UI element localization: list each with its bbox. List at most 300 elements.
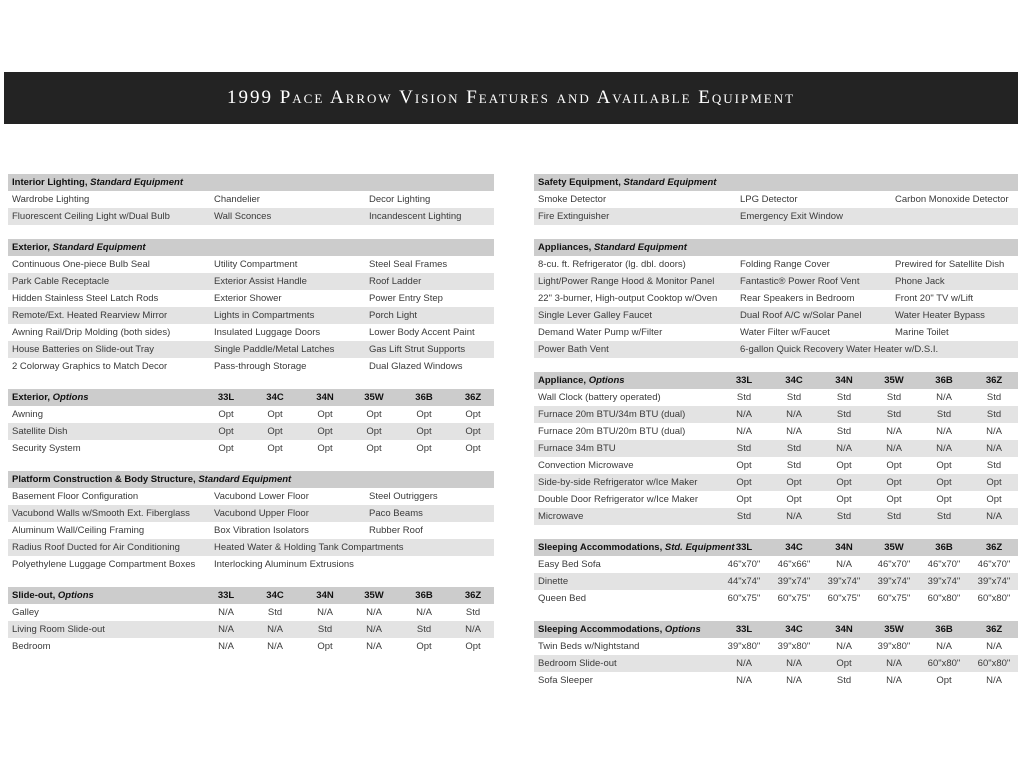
column-header: 34N [316,590,334,601]
table-row [534,672,1018,689]
table-cell: N/A [267,624,283,635]
table-cell: N/A [465,624,481,635]
list-item: Lights in Compartments [214,310,315,321]
table-cell: Std [786,460,802,471]
row-label: Bedroom [12,641,51,652]
list-item: Box Vibration Isolators [214,525,309,536]
column-header: 35W [364,392,384,403]
section-header [8,174,494,191]
section-title [12,471,291,488]
table-row [534,474,1018,491]
column-header: 36B [415,590,433,601]
table-row [8,324,494,341]
table-cell: Std [836,392,852,403]
section-title [12,174,183,191]
table-cell: Opt [736,460,752,471]
list-item: Radius Roof Ducted for Air Conditioning [12,542,180,553]
table-cell: Opt [836,658,852,669]
table-cell: 60"x75" [877,593,911,604]
table-cell: Opt [836,477,852,488]
table-cell: Opt [416,641,432,652]
column-header: 36Z [464,392,482,403]
row-label: Convection Microwave [538,460,634,471]
list-item: Front 20" TV w/Lift [895,293,974,304]
table-cell: Opt [836,460,852,471]
table-cell: 60"x80" [927,658,961,669]
table-cell: Opt [465,426,481,437]
section-subtitle: Options [52,392,89,403]
table-cell: 39"x74" [927,576,961,587]
section-header [534,539,1018,556]
table-row [8,440,494,457]
table-cell: 60"x75" [727,593,761,604]
table-row [8,273,494,290]
list-item: Porch Light [369,310,418,321]
list-item: Remote/Ext. Heated Rearview Mirror [12,310,168,321]
table-cell: N/A [736,675,752,686]
section [8,239,494,375]
table-row [8,191,494,208]
table-cell: N/A [936,426,952,437]
row-label: Awning [12,409,43,420]
list-item: Pass-through Storage [214,361,307,372]
column-header: 36Z [985,375,1003,386]
table-cell: Opt [267,426,283,437]
list-item: Exterior Shower [214,293,282,304]
right-column [534,174,1018,703]
table-row [8,539,494,556]
table-cell: Opt [736,494,752,505]
table-cell: Opt [416,426,432,437]
table-row [8,256,494,273]
list-item: Gas Lift Strut Supports [369,344,466,355]
table-row [534,273,1018,290]
table-cell: N/A [986,443,1002,454]
table-cell: 39"x74" [827,576,861,587]
table-cell: N/A [836,443,852,454]
row-label: Twin Beds w/Nightstand [538,641,640,652]
column-header: 36B [935,375,953,386]
list-item: Hidden Stainless Steel Latch Rods [12,293,159,304]
section-header [8,239,494,256]
list-item: Wardrobe Lighting [12,194,90,205]
table-cell: Std [786,443,802,454]
section-title [12,239,146,256]
table-cell: Std [736,443,752,454]
table-cell: Std [886,392,902,403]
section-title-text: Safety Equipment, [538,177,624,188]
row-label: Queen Bed [538,593,587,604]
table-cell: N/A [317,607,333,618]
table-cell: Opt [366,443,382,454]
section-title [12,587,94,604]
table-row [8,488,494,505]
list-item: Steel Outriggers [369,491,438,502]
column-header: 34N [835,542,853,553]
table-cell: 60"x75" [827,593,861,604]
table-cell: 46"x70" [977,559,1011,570]
table-cell: 39"x74" [977,576,1011,587]
title-banner [4,72,1018,124]
table-cell: 39"x74" [877,576,911,587]
table-row [8,604,494,621]
table-cell: N/A [986,675,1002,686]
table-cell: 60"x80" [977,658,1011,669]
table-cell: Std [736,392,752,403]
table-cell: N/A [786,511,802,522]
table-row [534,406,1018,423]
column-header: 34C [785,624,803,635]
table-cell: N/A [218,641,234,652]
table-row [8,638,494,655]
list-item: Fire Extinguisher [538,211,610,222]
section [534,539,1018,607]
list-item: Dual Glazed Windows [369,361,463,372]
section-subtitle: Options [664,624,701,635]
list-item: Interlocking Aluminum Extrusions [214,559,354,570]
table-cell: N/A [736,426,752,437]
table-cell: N/A [416,607,432,618]
row-label: Security System [12,443,81,454]
table-cell: N/A [936,641,952,652]
table-cell: 39"x80" [727,641,761,652]
column-header: 36B [415,392,433,403]
table-cell: Opt [218,426,234,437]
table-row [534,324,1018,341]
section [534,621,1018,689]
table-cell: Opt [267,409,283,420]
list-item: Vacubond Upper Floor [214,508,309,519]
table-cell: 46"x66" [777,559,811,570]
table-row [534,341,1018,358]
table-cell: N/A [886,443,902,454]
list-item: Awning Rail/Drip Molding (both sides) [12,327,171,338]
table-cell: Opt [786,477,802,488]
section [8,389,494,457]
table-row [534,655,1018,672]
column-header: 36Z [985,624,1003,635]
table-cell: N/A [786,658,802,669]
section-subtitle: Options [588,375,625,386]
column-header: 34N [835,375,853,386]
table-row [8,522,494,539]
table-cell: Std [836,426,852,437]
list-item: Single Paddle/Metal Latches [214,344,335,355]
column-header: 34C [785,375,803,386]
left-column [8,174,494,669]
table-row [8,341,494,358]
table-cell: Opt [886,477,902,488]
list-item: Single Lever Galley Faucet [538,310,653,321]
list-item: Smoke Detector [538,194,607,205]
table-cell: Std [986,409,1002,420]
list-item: Park Cable Receptacle [12,276,110,287]
list-item: Folding Range Cover [740,259,830,270]
table-cell: Opt [317,641,333,652]
list-item: Insulated Luggage Doors [214,327,321,338]
list-item: Water Filter w/Faucet [740,327,830,338]
section-title-text: Interior Lighting, [12,177,91,188]
table-cell: Opt [416,409,432,420]
section [8,587,494,655]
section-subtitle: Standard Equipment [593,242,687,253]
table-cell: N/A [886,675,902,686]
table-row [534,208,1018,225]
section [8,471,494,573]
column-header: 33L [217,392,235,403]
row-label: Side-by-side Refrigerator w/Ice Maker [538,477,698,488]
column-header: 33L [735,542,753,553]
section-subtitle: Standard Equipment [90,177,184,188]
table-row [8,621,494,638]
table-cell: Opt [317,426,333,437]
table-row [534,556,1018,573]
table-cell: Std [465,607,481,618]
table-cell: Opt [366,426,382,437]
list-item: Water Heater Bypass [895,310,985,321]
table-cell: 44"x74" [727,576,761,587]
table-row [534,491,1018,508]
table-row [8,208,494,225]
table-row [534,290,1018,307]
table-row [8,423,494,440]
table-cell: N/A [218,624,234,635]
row-label: Double Door Refrigerator w/Ice Maker [538,494,698,505]
row-label: Sofa Sleeper [538,675,593,686]
table-cell: Opt [465,443,481,454]
table-cell: Opt [836,494,852,505]
section-title-text: Appliance, [538,375,589,386]
table-cell: N/A [936,443,952,454]
list-item: Polyethylene Luggage Compartment Boxes [12,559,196,570]
table-cell: Opt [218,443,234,454]
list-item: Prewired for Satellite Dish [895,259,1005,270]
list-item: Light/Power Range Hood & Monitor Panel [538,276,715,287]
section-title-text: Slide-out, [12,590,58,601]
list-item: Steel Seal Frames [369,259,448,270]
section-title [538,539,735,556]
row-label: Satellite Dish [12,426,68,437]
list-item: Heated Water & Holding Tank Compartments [214,542,404,553]
section-title [12,389,89,406]
table-row [8,358,494,375]
list-item: Roof Ladder [369,276,422,287]
list-item: Lower Body Accent Paint [369,327,475,338]
list-item: Emergency Exit Window [740,211,843,222]
table-cell: 60"x80" [927,593,961,604]
column-header: 36B [935,624,953,635]
column-header: 34C [266,392,284,403]
table-row [8,307,494,324]
row-label: Galley [12,607,39,618]
table-cell: Opt [786,494,802,505]
column-header: 35W [884,375,904,386]
table-cell: Std [986,392,1002,403]
section-header [8,389,494,406]
list-item: Aluminum Wall/Ceiling Framing [12,525,145,536]
table-cell: 39"x80" [877,641,911,652]
section-title [538,239,687,256]
list-item: Utility Compartment [214,259,298,270]
section-title-text: Sleeping Accommodations, [538,542,665,553]
list-item: 22" 3-burner, High-output Cooktop w/Oven [538,293,718,304]
row-label: Bedroom Slide-out [538,658,617,669]
table-cell: Opt [218,409,234,420]
section-title-text: Exterior, [12,392,53,403]
table-row [534,508,1018,525]
table-cell: 46"x70" [727,559,761,570]
list-item: Basement Floor Configuration [12,491,139,502]
section-title-text: Appliances, [538,242,594,253]
list-item: Marine Toilet [895,327,949,338]
column-header: 34C [266,590,284,601]
column-header: 35W [884,542,904,553]
column-header: 33L [217,590,235,601]
list-item: Chandelier [214,194,260,205]
table-cell: Opt [267,443,283,454]
table-cell: 60"x75" [777,593,811,604]
row-label: Furnace 20m BTU/20m BTU (dual) [538,426,686,437]
table-cell: N/A [886,426,902,437]
section [534,372,1018,525]
table-row [534,440,1018,457]
section-title [538,372,625,389]
list-item: 2 Colorway Graphics to Match Decor [12,361,168,372]
table-cell: Std [886,511,902,522]
table-cell: Opt [736,477,752,488]
table-row [8,290,494,307]
list-item: Carbon Monoxide Detector [895,194,1009,205]
row-label: Microwave [538,511,584,522]
table-cell: 60"x80" [977,593,1011,604]
table-cell: N/A [986,511,1002,522]
table-cell: Opt [465,409,481,420]
list-item: Vacubond Lower Floor [214,491,309,502]
list-item: Rear Speakers in Bedroom [740,293,855,304]
table-cell: Opt [465,641,481,652]
list-item: Demand Water Pump w/Filter [538,327,663,338]
row-label: Living Room Slide-out [12,624,105,635]
table-row [534,638,1018,655]
section-title [538,174,716,191]
table-cell: N/A [218,607,234,618]
table-cell: Opt [986,494,1002,505]
table-cell: 46"x70" [877,559,911,570]
table-row [8,505,494,522]
column-header: 35W [364,590,384,601]
list-item: Power Entry Step [369,293,443,304]
table-row [534,191,1018,208]
table-cell: Std [986,460,1002,471]
table-cell: N/A [986,641,1002,652]
table-cell: Std [267,607,283,618]
table-cell: N/A [786,426,802,437]
column-header: 34N [835,624,853,635]
table-cell: N/A [366,607,382,618]
section-header [534,239,1018,256]
row-label: Dinette [538,576,569,587]
list-item: Dual Roof A/C w/Solar Panel [740,310,862,321]
section-title [538,621,701,638]
list-item: Vacubond Walls w/Smooth Ext. Fiberglass [12,508,190,519]
table-cell: Std [786,392,802,403]
list-item: Exterior Assist Handle [214,276,307,287]
list-item: Decor Lighting [369,194,431,205]
table-cell: Opt [317,443,333,454]
list-item: Fantastic® Power Roof Vent [740,276,860,287]
table-row [534,457,1018,474]
section [8,174,494,225]
table-cell: N/A [366,641,382,652]
table-row [8,406,494,423]
table-row [534,307,1018,324]
section-header [534,372,1018,389]
table-cell: Std [886,409,902,420]
section-subtitle: Options [57,590,94,601]
table-cell: Std [836,675,852,686]
row-label: Furnace 20m BTU/34m BTU (dual) [538,409,686,420]
table-cell: 46"x70" [927,559,961,570]
table-cell: Std [836,511,852,522]
table-cell: Opt [886,494,902,505]
table-cell: Std [317,624,333,635]
table-cell: N/A [736,658,752,669]
table-cell: Opt [936,460,952,471]
section-title-text: Platform Construction & Body Structure, [12,474,199,485]
list-item: Incandescent Lighting [369,211,462,222]
page-title: 1999 Pace Arrow Vision Features and Available Equipment [226,87,796,108]
section-subtitle: Standard Equipment [198,474,292,485]
list-item: 8-cu. ft. Refrigerator (lg. dbl. doors) [538,259,686,270]
table-cell: 39"x80" [777,641,811,652]
table-cell: Std [836,409,852,420]
table-cell: N/A [267,641,283,652]
list-item: Continuous One-piece Bulb Seal [12,259,150,270]
section [534,239,1018,358]
table-cell: Opt [936,494,952,505]
table-row [534,423,1018,440]
table-cell: N/A [986,426,1002,437]
table-row [534,256,1018,273]
column-header: 35W [884,624,904,635]
list-item: Rubber Roof [369,525,423,536]
table-cell: N/A [886,658,902,669]
table-cell: N/A [736,409,752,420]
table-cell: Std [936,409,952,420]
table-cell: Opt [936,477,952,488]
table-cell: N/A [836,641,852,652]
section-header [534,621,1018,638]
column-header: 36Z [985,542,1003,553]
section-header [534,174,1018,191]
table-row [8,556,494,573]
table-row [534,573,1018,590]
table-row [534,590,1018,607]
list-item: Power Bath Vent [538,344,609,355]
table-cell: N/A [836,559,852,570]
column-header: 33L [735,624,753,635]
column-header: 36Z [464,590,482,601]
section [534,174,1018,225]
column-header: 36B [935,542,953,553]
table-cell: Opt [366,409,382,420]
list-item: Fluorescent Ceiling Light w/Dual Bulb [12,211,170,222]
list-item: House Batteries on Slide-out Tray [12,344,155,355]
table-cell: Std [736,511,752,522]
section-title-text: Exterior, [12,242,53,253]
table-cell: Opt [936,675,952,686]
section-subtitle: Std. Equipment [664,542,735,553]
